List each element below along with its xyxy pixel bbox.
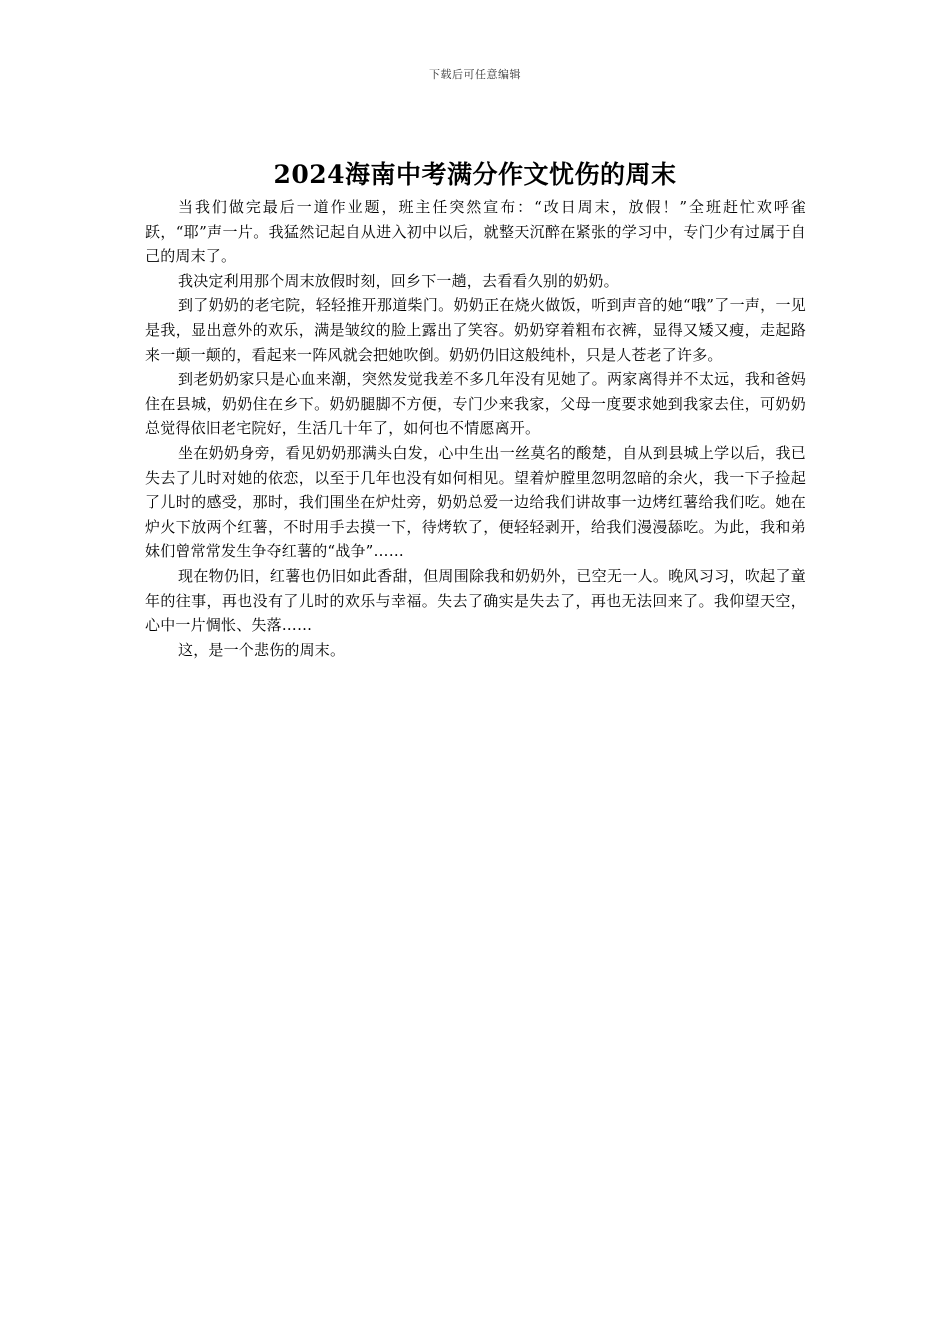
document-title: 2024海南中考满分作文忧伤的周末	[273, 160, 677, 189]
paragraph: 这，是一个悲伤的周末。	[178, 640, 346, 659]
paragraph: 坐在奶奶身旁，看见奶奶那满头白发，心中生出一丝莫名的酸楚，自从到县城上学以后，我已失去了儿时对她的依恋，以至于几年也没有如何相见。望着炉膛里忽明忽暗的余火，我一下子捡起了儿时的感受，那时，我们围坐在炉灶旁，奶奶总爱一边给我们讲故事一边烤红薯给我们吃。她在炉火下放两个红薯，不时用手去摸一下，待烤软了，便轻轻剥开，给我们漫漫舔吃。为此，我和弟妹们曾常常发生争夺红薯的“战争”……	[145, 443, 806, 561]
essay-body	[145, 195, 806, 662]
paragraph: 到了奶奶的老宅院，轻轻推开那道柴门。奶奶正在烧火做饭，听到声音的她“哦”了一声，一见是我，显出意外的欢乐，满是皱纹的脸上露出了笑容。奶奶穿着粗布衣裤，显得又矮又瘦，走起路来一颠一颠的，看起来一阵风就会把她吹倒。奶奶仍旧这般纯朴，只是人苍老了许多。	[145, 296, 806, 364]
paragraph: 当我们做完最后一道作业题，班主任突然宣布：“改日周末，放假！”全班赶忙欢呼雀跃，“耶”声一片。我猛然记起自从进入初中以后，就整天沉醉在紧张的学习中，专门少有过属于自己的周末了。	[145, 198, 806, 266]
header-note: 下载后可任意编辑	[429, 68, 521, 81]
paragraph: 我决定利用那个周末放假时刻，回乡下一趟，去看看久别的奶奶。	[178, 271, 619, 290]
paragraph: 现在物仍旧，红薯也仍旧如此香甜，但周围除我和奶奶外，已空无一人。晚风习习，吹起了童年的往事，再也没有了儿时的欢乐与幸福。失去了确实是失去了，再也无法回来了。我仰望天空，心中一片惆怅、失落……	[145, 566, 806, 635]
paragraph: 到老奶奶家只是心血来潮，突然发觉我差不多几年没有见她了。两家离得并不太远，我和爸妈住在县城，奶奶住在乡下。奶奶腿脚不方便，专门少来我家，父母一度要求她到我家去住，可奶奶总觉得依旧老宅院好，生活几十年了，如何也不情愿离开。	[145, 370, 806, 438]
